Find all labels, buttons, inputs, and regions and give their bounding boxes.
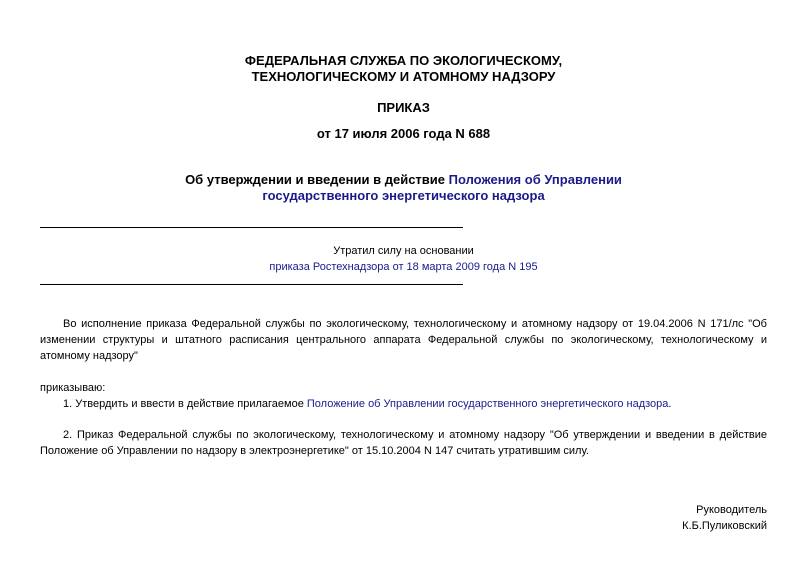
document-title-prefix: Об утверждении и введении в действие (185, 172, 449, 187)
regulation-title-link-line2[interactable]: государственного энергетического надзора (262, 188, 545, 203)
order-item-1-suffix: . (668, 398, 672, 410)
status-link-line (0, 259, 807, 275)
document-date: от 17 июля 2006 года N 688 (316, 126, 491, 141)
divider-bottom (40, 284, 463, 285)
order-item-1-prefix: 1. Утвердить и ввести в действие прилагаемое (63, 398, 307, 410)
repeal-order-link[interactable]: приказа Ростехнадзора от 18 марта 2009 года N 195 (269, 261, 538, 273)
order-item-1 (40, 396, 767, 412)
signature-name: К.Б.Пуликовский (682, 520, 767, 532)
status-text: Утратил силу на основании (333, 245, 474, 257)
regulation-link[interactable]: Положение об Управлении государственного энергетического надзора (306, 398, 669, 410)
order-word: приказываю: (40, 382, 106, 394)
agency-name-line2: ТЕХНОЛОГИЧЕСКОМУ И АТОМНОМУ НАДЗОРУ (251, 69, 556, 84)
document-title-line2 (0, 188, 807, 204)
order-item-2: 2. Приказ Федеральной службы по экологическому, технологическому и атомному надзору "Об утверждении и введении в действие Положение об Управлении по надзору в электроэнергетике" от 15.10.2004 N 147 считать утратившим силу. (40, 429, 767, 457)
intro-paragraph: Во исполнение приказа Федеральной службы по экологическому, технологическому и атомному надзору от 19.04.2006 N 171/лс "Об изменении структуры и штатного расписания центрального аппарата Федеральной службы по экологическому, технологическому и атомному надзору" (40, 318, 767, 362)
document-title-line1 (0, 172, 807, 188)
signature-position: Руководитель (696, 504, 767, 516)
regulation-title-link[interactable]: Положения об Управлении (448, 172, 622, 187)
divider-top (40, 227, 463, 228)
agency-name-line1: ФЕДЕРАЛЬНАЯ СЛУЖБА ПО ЭКОЛОГИЧЕСКОМУ, (244, 53, 563, 68)
document-type: ПРИКАЗ (377, 100, 430, 115)
